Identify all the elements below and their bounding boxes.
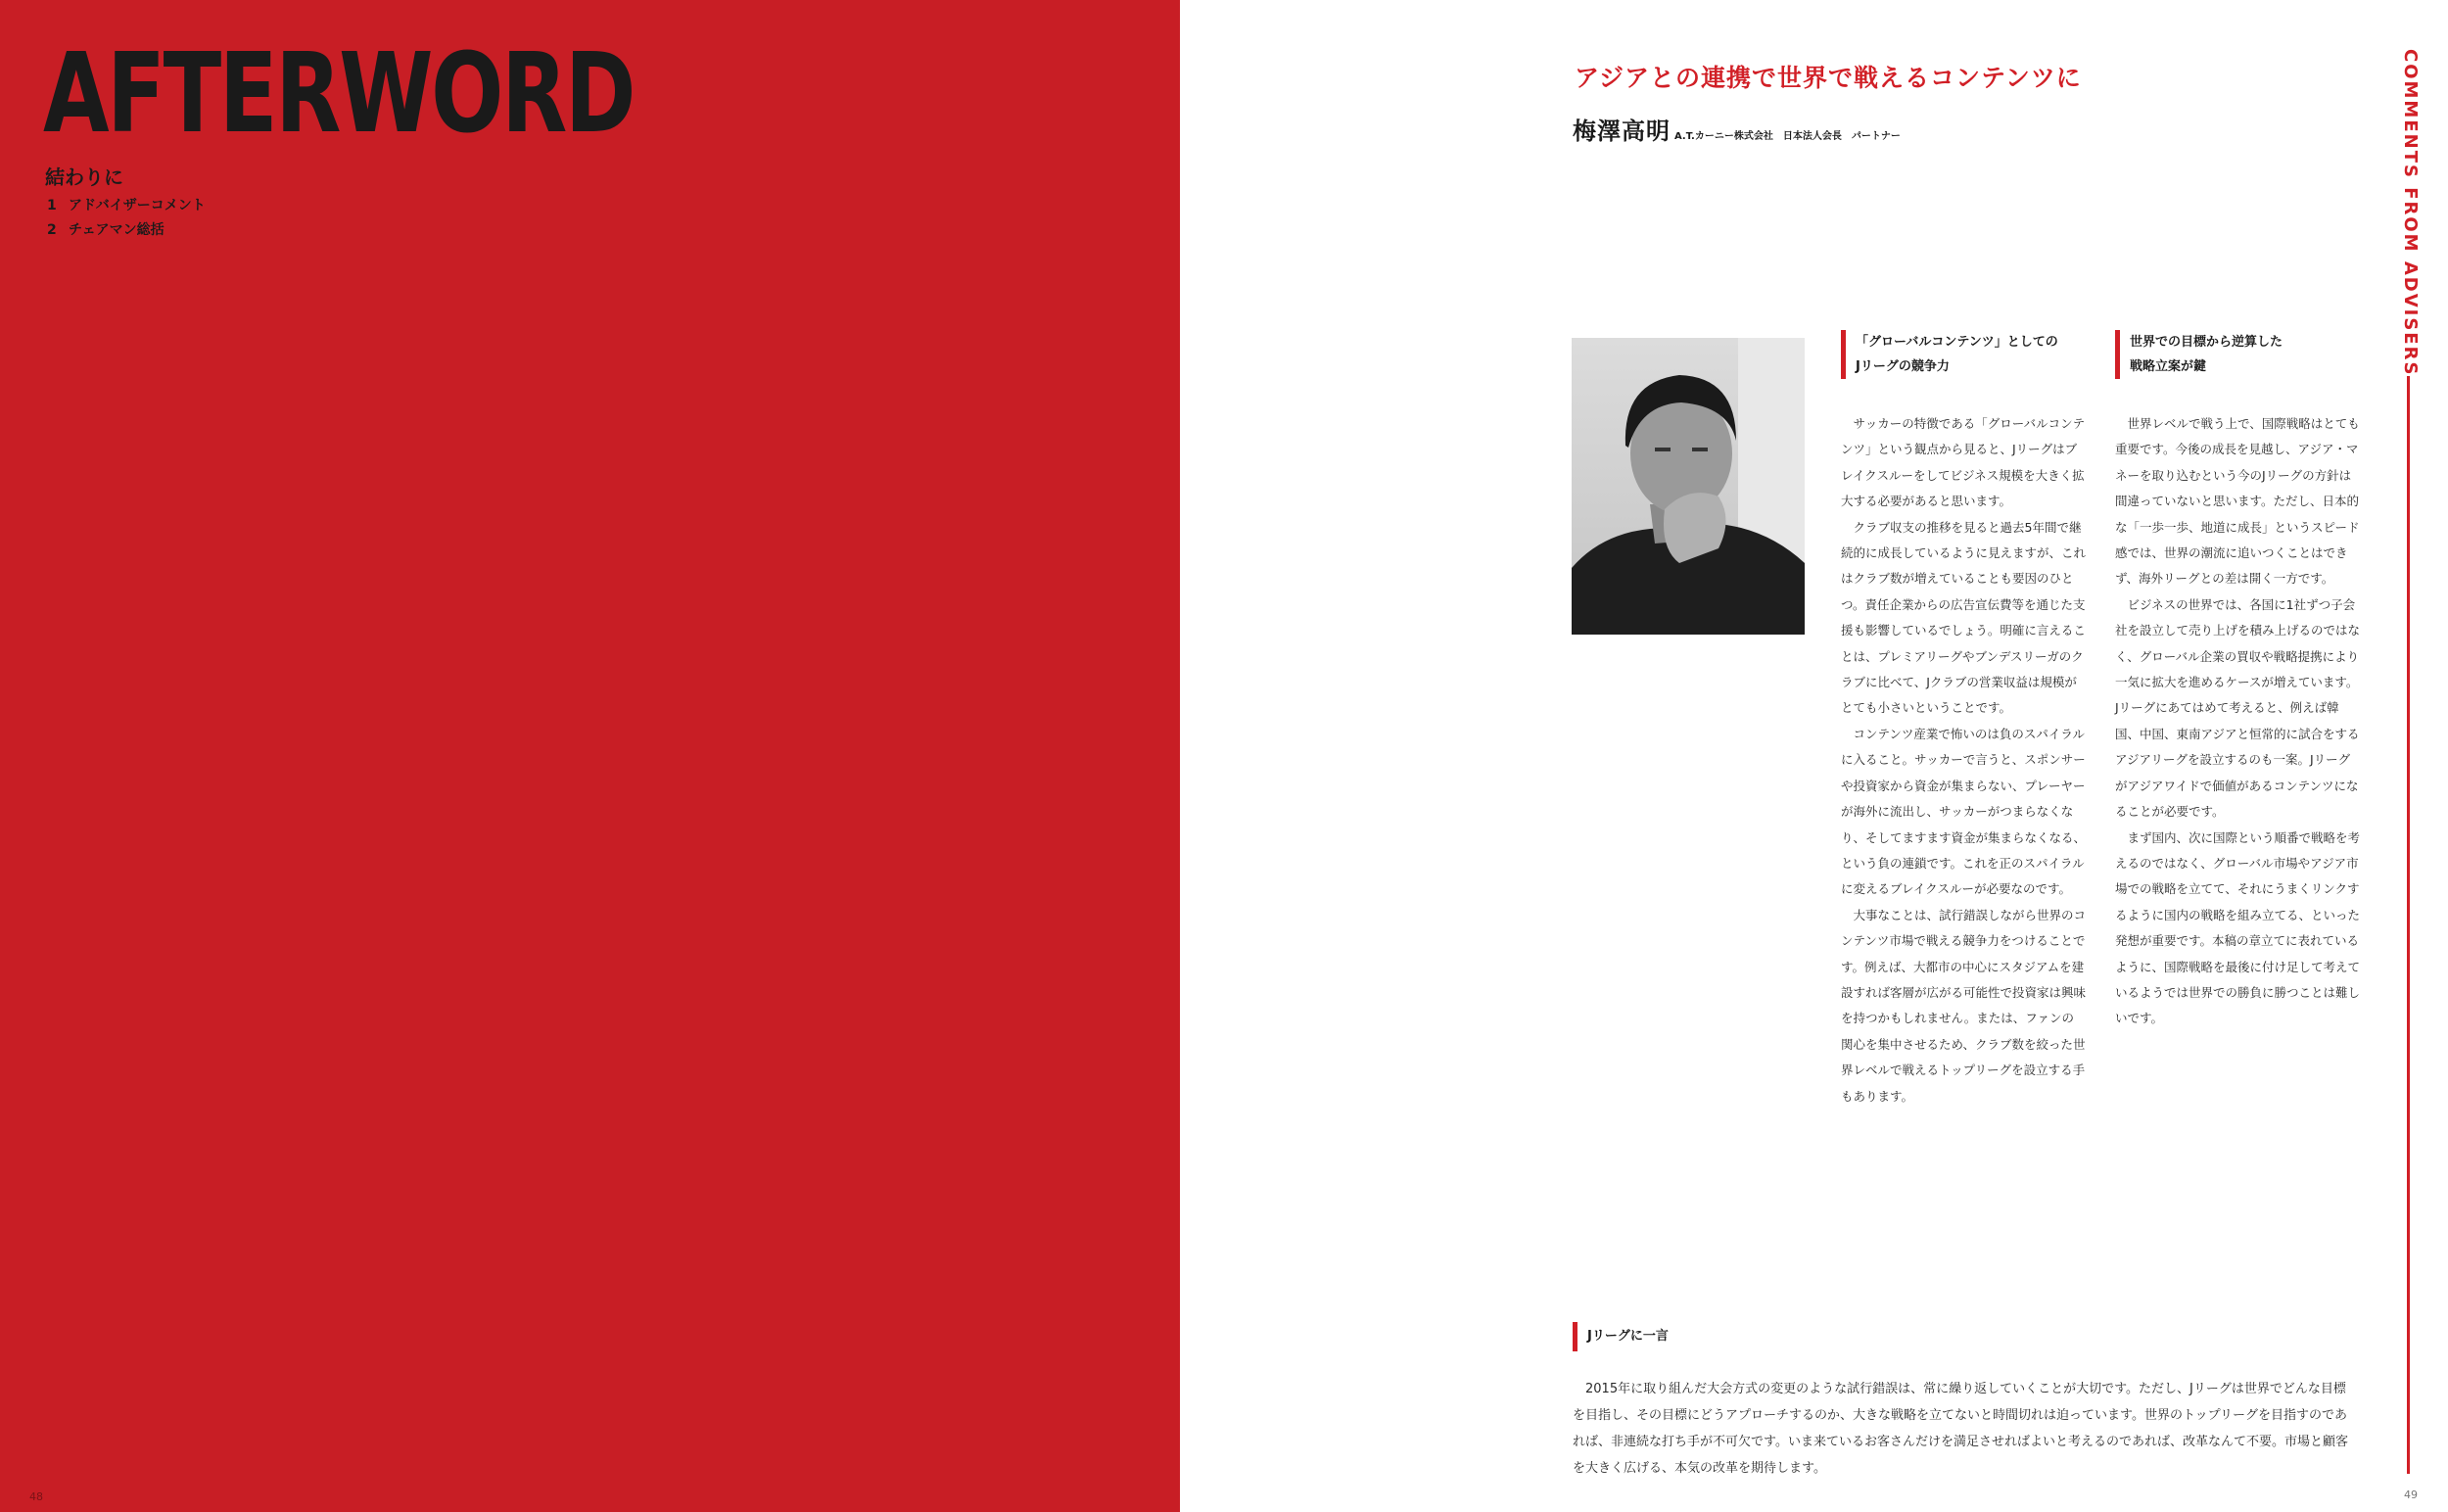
page-number-left: 48 [29, 1490, 43, 1503]
toc-item [47, 218, 206, 243]
author-name: 梅澤高明 [1573, 117, 1671, 145]
side-label: COMMENTS FROM ADVISERS [2396, 49, 2424, 376]
author-photo [1572, 338, 1805, 635]
section1-heading-line: 「グローバルコンテンツ」としての [1856, 335, 2058, 350]
author-affiliation: A.T.カーニー株式会社 日本法人会長 パートナー [1674, 131, 1901, 142]
jleague-comment-heading: Jリーグに一言 [1573, 1322, 1669, 1351]
paragraph: サッカーの特徴である「グローバルコンテンツ」という観点から見ると、Jリーグはブレイクスルーをしてビジネス規模を大きく拡大する必要があると思います。 [1841, 416, 2086, 509]
paragraph: コンテンツ産業で怖いのは負のスパイラルに入ること。サッカーで言うと、スポンサーや投資家から資金が集まらない、プレーヤーが海外に流出し、サッカーがつまらなくなり、そしてますます資金が集まらなくなる、という負の連鎖です。これを正のスパイラルに変えるブレイクスルーが必要なのです。 [1841, 726, 2087, 897]
toc-item [47, 194, 206, 218]
side-label-wrap [2396, 49, 2425, 377]
section1-heading [1841, 330, 2058, 379]
section2-body [2115, 411, 2360, 1032]
section2-heading-line: 戦略立案が鍵 [2130, 359, 2207, 374]
paragraph: クラブ収支の推移を見ると過去5年間で継続的に成長しているように見えますが、これはクラブ数が増えていることも要因のひとつ。責任企業からの広告宣伝費等を通じた支援も影響しているでしょう。明確に言えることは、プレミアリーグやブンデスリーガのクラブに比べて、Jクラブの営業収益は規模がとても小さいということです。 [1841, 519, 2087, 716]
paragraph: ビジネスの世界では、各国に1社ずつ子会社を設立して売り上げを積み上げるのではなく、グローバル企業の買収や戦略提携により一気に拡大を進めるケースが増えています。Jリーグにあてはめて考えると、例えば韓国、中国、東南アジアと恒常的に試合をするアジアリーグを設立するのも一案。Jリーグがアジアワイドで価値があるコンテンツになることが必要です。 [2115, 596, 2361, 820]
right-page [1180, 0, 2448, 1512]
page-number-right: 49 [2404, 1488, 2418, 1501]
section1-body [1841, 411, 2086, 1110]
jleague-comment-body [1573, 1376, 2356, 1482]
section1-heading-line: Jリーグの競争力 [1856, 359, 1950, 374]
section2-heading-line: 世界での目標から逆算した [2130, 335, 2283, 350]
portrait-image [1572, 338, 1805, 635]
article-headline: アジアとの連携で世界で戦えるコンテンツに [1575, 64, 2082, 92]
toc-item-number: 1 [47, 198, 57, 213]
toc-item-label: アドバイザーコメント [69, 198, 206, 213]
table-of-contents [47, 194, 206, 243]
toc-item-label: チェアマン総括 [69, 222, 165, 238]
paragraph: 世界レベルで戦う上で、国際戦略はとても重要です。今後の成長を見越し、アジア・マネーを取り込むという今のJリーグの方針は間違っていないと思います。ただし、日本的な「一歩一歩、地道に成長」というスピード感では、世界の潮流に追いつくことはできず、海外リーグとの差は開く一方です。 [2115, 416, 2360, 587]
section2-heading [2115, 330, 2283, 379]
paragraph: 大事なことは、試行錯誤しながら世界のコンテンツ市場で戦える競争力をつけることです。例えば、大都市の中心にスタジアムを建設すれば客層が広がる可能性で投資家は興味を持つかもしれません。または、ファンの関心を集中させるため、クラブ数を絞った世界レベルで戦えるトップリーグを設立する手もあります。 [1841, 907, 2087, 1104]
paragraph: 2015年に取り組んだ大会方式の変更のような試行錯誤は、常に繰り返していくことが大切です。ただし、Jリーグは世界でどんな目標を目指し、その目標にどうアプローチするのか、大きな戦略を立てないと時間切れは迫っています。世界のトップリーグを目指すのであれば、非連続な打ち手が不可欠です。いま来ているお客さんだけを満足させればよいと考えるのであれば、改革なんて不要。市場と顧客を大きく広げる、本気の改革を期待します。 [1573, 1382, 2348, 1476]
afterword-title: AFTERWORD [43, 30, 635, 158]
toc-item-number: 2 [47, 222, 57, 238]
author-line [1573, 112, 1901, 146]
left-page [0, 0, 1180, 1512]
afterword-subtitle: 結わりに [45, 165, 123, 189]
paragraph: まず国内、次に国際という順番で戦略を考えるのではなく、グローバル市場やアジア市場での戦略を立てて、それにうまくリンクするように国内の戦略を組み立てる、といった発想が重要です。本稿の章立てに表れているように、国際戦略を最後に付け足して考えているようでは世界での勝負に勝つことは難しいです。 [2115, 829, 2361, 1026]
